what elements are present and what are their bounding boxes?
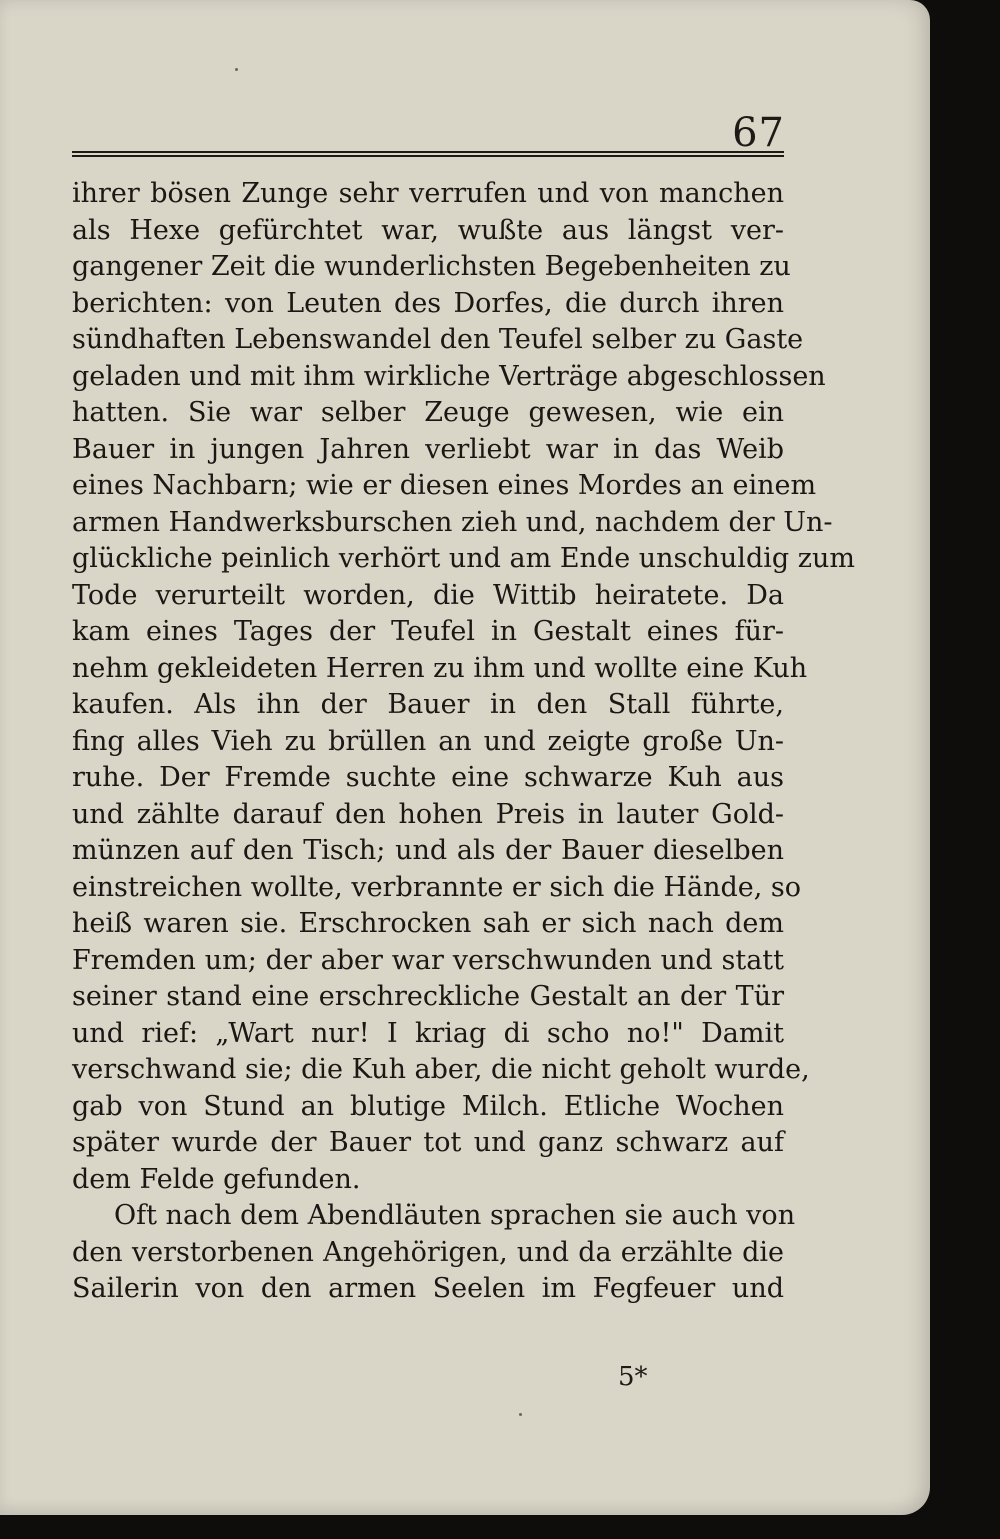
page-number: 67 xyxy=(732,110,785,156)
text-line: Bauer in jungen Jahren verliebt war in das Weib xyxy=(72,433,784,465)
body-text xyxy=(72,176,855,1308)
text-line: verschwand sie; die Kuh aber, die nicht geholt wurde, xyxy=(72,1054,810,1085)
text-line: sündhaften Lebenswandel den Teufel selber zu Gaste xyxy=(72,324,804,355)
text-line: geladen und mit ihm wirkliche Verträge abgeschlossen xyxy=(72,360,826,392)
text-line: den verstorbenen Angehörigen, und da erzählte die xyxy=(72,1236,784,1268)
text-line: berichten: von Leuten des Dorfes, die durch ihren xyxy=(72,287,784,319)
text-line: Fremden um; der aber war verschwunden und statt xyxy=(72,944,784,976)
text-line: Tode verurteilt worden, die Wittib heiratete. Da xyxy=(72,579,784,611)
text-line: einstreichen wollte, verbrannte er sich die Hände, so xyxy=(72,871,802,903)
printer-signature: 5* xyxy=(618,1362,648,1392)
text-line: und zählte darauf den hohen Preis in lauter Gold- xyxy=(72,798,784,830)
text-line: und rief: „Wart nur! I kriag di scho no!" Damit xyxy=(72,1017,784,1049)
text-line: später wurde der Bauer tot und ganz schwarz auf xyxy=(72,1127,784,1158)
text-line: kam eines Tages der Teufel in Gestalt eines für- xyxy=(72,616,784,647)
text-line: Sailerin von den armen Seelen im Fegfeuer und xyxy=(72,1273,784,1304)
paragraph-end-line: dem Felde gefunden. xyxy=(72,1163,361,1195)
text-line: gangener Zeit die wunderlichsten Begebenheiten zu xyxy=(72,251,791,282)
text-line: eines Nachbarn; wie er diesen eines Mordes an einem xyxy=(72,470,817,501)
text-line: glückliche peinlich verhört und am Ende unschuldig zum xyxy=(72,543,855,574)
paragraph-start-line: Oft nach dem Abendläuten sprachen sie auch von xyxy=(114,1200,796,1231)
header-rule xyxy=(72,151,784,157)
text-line: heiß waren sie. Erschrocken sah er sich nach dem xyxy=(72,908,784,939)
paper-speck xyxy=(519,1413,522,1416)
text-line: seiner stand eine erschreckliche Gestalt an der Tür xyxy=(72,981,784,1012)
text-line: ihrer bösen Zunge sehr verrufen und von manchen xyxy=(72,178,784,209)
text-line: hatten. Sie war selber Zeuge gewesen, wie ein xyxy=(72,397,784,428)
text-line: nehm gekleideten Herren zu ihm und wollte eine Kuh xyxy=(72,652,808,684)
text-line: gab von Stund an blutige Milch. Etliche Wochen xyxy=(72,1090,784,1122)
text-line: ruhe. Der Fremde suchte eine schwarze Kuh aus xyxy=(72,762,784,793)
text-line: armen Handwerksburschen zieh und, nachdem der Un- xyxy=(72,506,833,538)
text-line: kaufen. Als ihn der Bauer in den Stall führte, xyxy=(72,689,784,720)
paper-speck xyxy=(235,68,238,71)
text-line: münzen auf den Tisch; und als der Bauer dieselben xyxy=(72,835,784,866)
text-line: fing alles Vieh zu brüllen an und zeigte große Un- xyxy=(72,725,784,757)
text-line: als Hexe gefürchtet war, wußte aus längst ver- xyxy=(72,214,784,246)
